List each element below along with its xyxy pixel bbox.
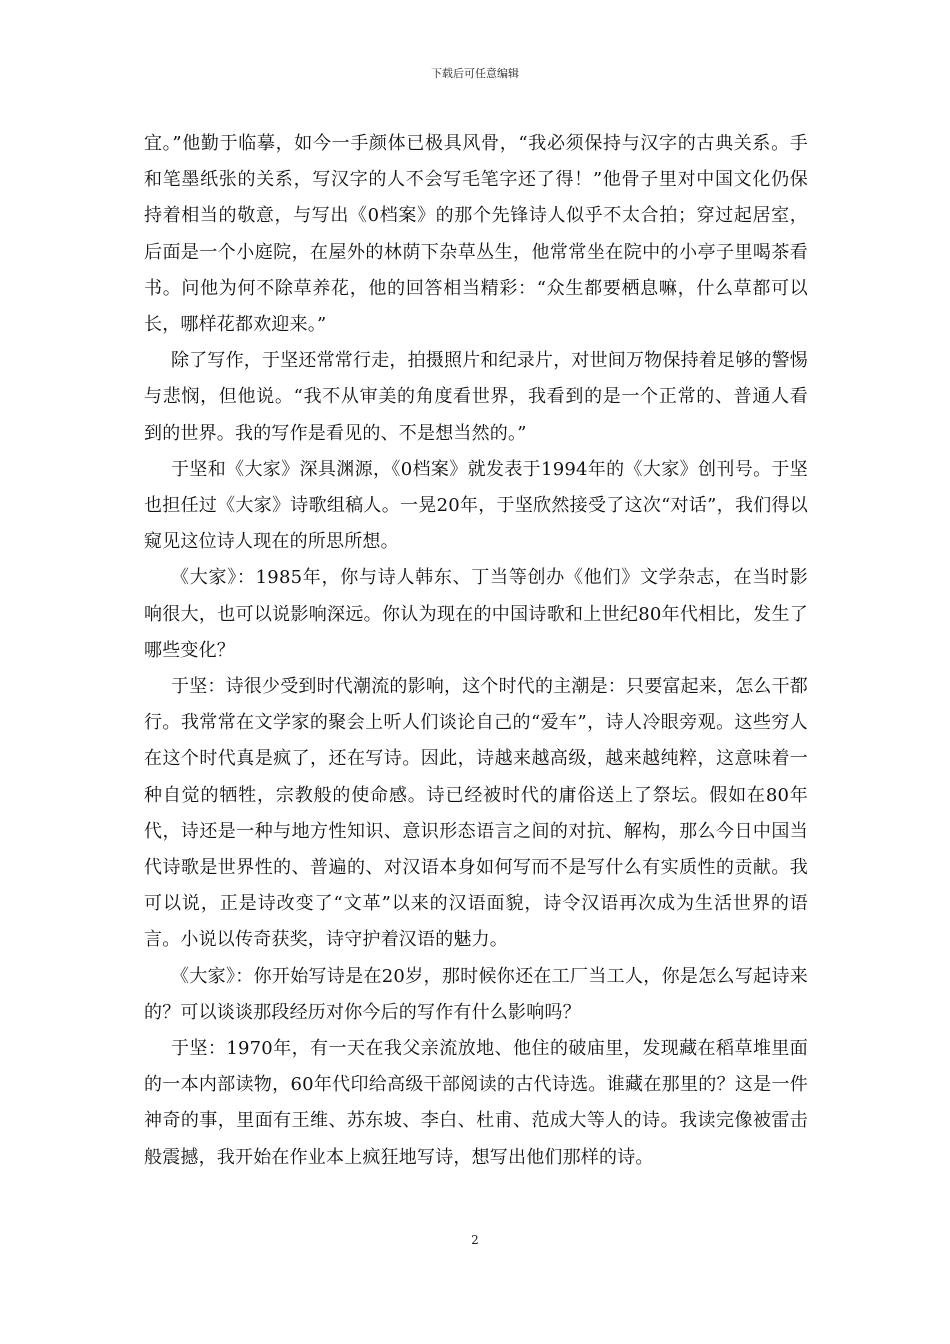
page-number: 2 [471,1233,479,1247]
document-body [144,126,808,1176]
paragraph-continuation: 宜。”他勤于临摹，如今一手颜体已极具风骨，“我必须保持与汉字的古典关系。手和笔墨纸张的关系，写汉字的人不会写毛笔字还了得！”他骨子里对中国文化仍保持着相当的敬意，与写出《0档案》的那个先锋诗人似乎不太合拍；穿过起居室，后面是一个小庭院，在屋外的林荫下杂草丛生，他常常坐在院中的小亭子里喝茶看书。问他为何不除草养花，他的回答相当精彩：“众生都要栖息嘛，什么草都可以长，哪样花都欢迎来。” [144,133,808,336]
paragraph-answer-2: 于坚：1970年，有一天在我父亲流放地、他住的破庙里，发现藏在稻草堆里面的一本内部读物，60年代印给高级干部阅读的古代诗选。谁藏在那里的？这是一件神奇的事，里面有王维、苏东坡、李白、杜甫、范成大等人的诗。我读完像被雷击般震撼，我开始在作业本上疯狂地写诗，想写出他们那样的诗。 [144,1038,808,1168]
page-header: 下载后可任意编辑 [431,67,519,80]
paragraph-answer-1: 于坚：诗很少受到时代潮流的影响，这个时代的主潮是：只要富起来，怎么干都行。我常常在文学家的聚会上听人们谈论自己的“爱车”，诗人冷眼旁观。这些穷人在这个时代真是疯了，还在写诗。因此，诗越来越高级，越来越纯粹，这意味着一种自觉的牺牲，宗教般的使命感。诗已经被时代的庸俗送上了祭坛。假如在80年代，诗还是一种与地方性知识、意识形态语言之间的对抗、解构，那么今日中国当代诗歌是世界性的、普遍的、对汉语本身如何写而不是写什么有实质性的贡献。我可以说，正是诗改变了“文革”以来的汉语面貌，诗令汉语再次成为生活世界的语言。小说以传奇获奖，诗守护着汉语的魅力。 [144,676,808,951]
paragraph-dajia-origins: 于坚和《大家》深具渊源，《0档案》就发表于1994年的《大家》创刊号。于坚也担任过《大家》诗歌组稿人。一晃20年，于坚欣然接受了这次“对话”，我们得以窥见这位诗人现在的所思所想。 [144,458,808,553]
paragraph-question-1: 《大家》：1985年，你与诗人韩东、丁当等创办《他们》文学杂志，在当时影响很大，也可以说影响深远。你认为现在的中国诗歌和上世纪80年代相比，发生了哪些变化？ [144,567,808,661]
paragraph-question-2: 《大家》：你开始写诗是在20岁，那时候你还在工厂当工人，你是怎么写起诗来的？可以谈谈那段经历对你今后的写作有什么影响吗？ [144,965,808,1023]
paragraph-walking: 除了写作，于坚还常常行走，拍摄照片和纪录片，对世间万物保持着足够的警惕与悲悯，但他说。“我不从审美的角度看世界，我看到的是一个正常的、普通人看到的世界。我的写作是看见的、不是想当然的。” [144,350,808,444]
